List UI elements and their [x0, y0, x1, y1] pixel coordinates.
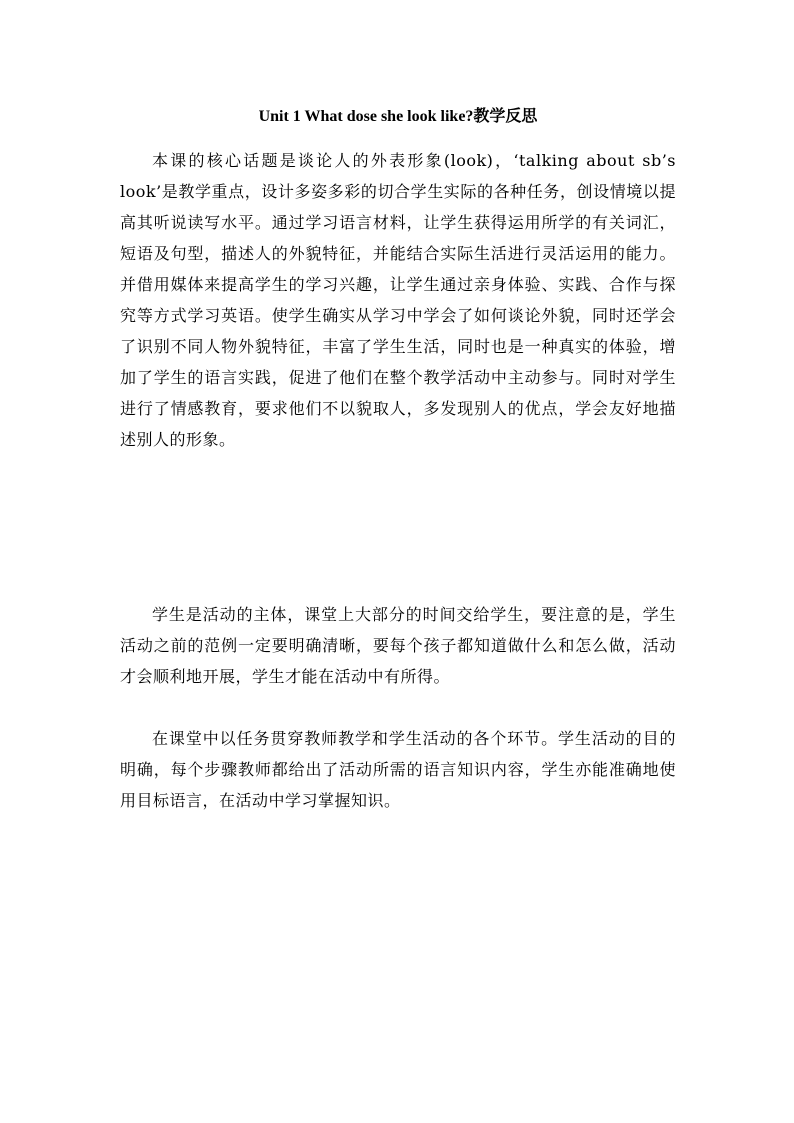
paragraph-1: 本课的核心话题是谈论人的外表形象(look)，‘talking about sb’s look’是教学重点，设计多姿多彩的切合学生实际的各种任务，创设情境以提高其听说读写水平。通过学习语言材料，让学生获得运用所学的有关词汇，短语及句型，描述人的外貌特征，并能结合实际生活进行灵活运用的能力。并借用媒体来提高学生的学习兴趣，让学生通过亲身体验、实践、合作与探究等方式学习英语。使学生确实从学习中学会了如何谈论外貌，同时还学会了识别不同人物外貌特征，丰富了学生生活，同时也是一种真实的体验，增加了学生的语言实践，促进了他们在整个教学活动中主动参与。同时对学生进行了情感教育，要求他们不以貌取人，多发现别人的优点，学会友好地描述别人的形象。 — [120, 151, 676, 449]
document-page — [120, 0, 676, 1123]
document-title: Unit 1 What dose she look like?教学反思 — [258, 108, 538, 125]
paragraph-2: 学生是活动的主体，课堂上大部分的时间交给学生，要注意的是，学生活动之前的范例一定要明确清晰，要每个孩子都知道做什么和怎么做，活动才会顺利地开展，学生才能在活动中有所得。 — [120, 605, 676, 686]
paragraph-3: 在课堂中以任务贯穿教师教学和学生活动的各个环节。学生活动的目的明确，每个步骤教师都给出了活动所需的语言知识内容，学生亦能准确地使用目标语言，在活动中学习掌握知识。 — [120, 729, 676, 810]
